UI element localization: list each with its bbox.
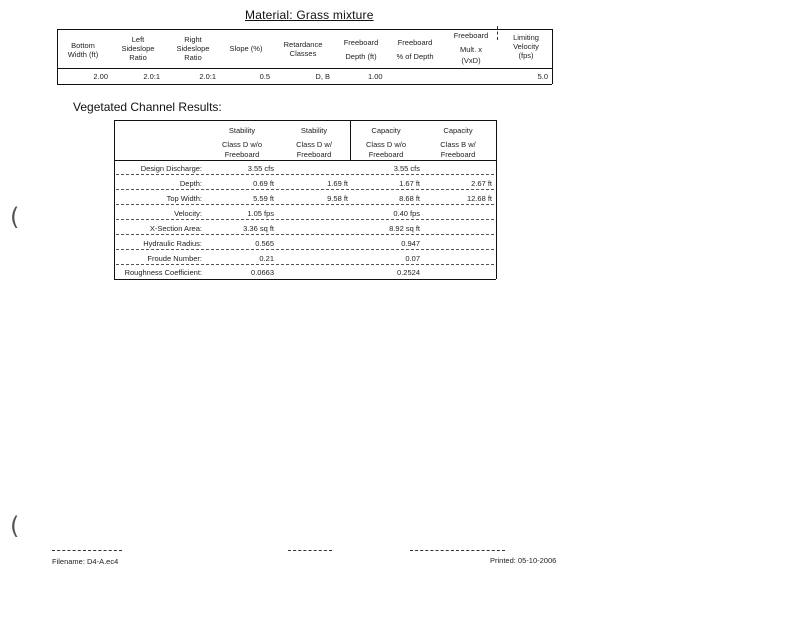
results-row-label: Top Width: (166, 194, 202, 203)
results-row-label: Froude Number: (147, 254, 202, 263)
row-divider (116, 249, 494, 250)
header-freeboard-depth: Freeboard Depth (ft) (343, 38, 379, 61)
results-col1-header: Stability Class D w/o Freeboard (221, 126, 262, 159)
results-cell: 0.2524 (397, 268, 420, 277)
results-cell: 3.55 cfs (393, 164, 420, 173)
header-left-sideslope: Left Sideslope Ratio (121, 35, 155, 62)
results-cell: 0.07 (405, 254, 420, 263)
footer-printed-date: Printed: 05-10-2006 (490, 556, 557, 565)
results-table-top-rule (114, 120, 496, 121)
hole-punch-mark: ( (10, 512, 20, 540)
header-freeboard-pct: Freeboard % of Depth (396, 38, 434, 61)
results-cell: 5.59 ft (253, 194, 274, 203)
results-cell: 3.36 sq ft (243, 224, 274, 233)
header-slope: Slope (%) (229, 44, 263, 53)
results-table-bottom-rule (114, 279, 496, 280)
footer-filename: Filename: D4-A.ec4 (52, 557, 119, 566)
value-limiting-velocity: 5.0 (537, 72, 548, 81)
value-bottom-width: 2.00 (93, 72, 108, 81)
results-cell: 8.68 ft (399, 194, 420, 203)
results-cell: 0.0663 (251, 268, 274, 277)
results-cell: 1.69 ft (327, 179, 348, 188)
header-right-sideslope: Right Sideslope Ratio (176, 35, 210, 62)
footer-rule (288, 550, 332, 551)
value-left-sideslope: 2.0:1 (143, 72, 160, 81)
header-freeboard-mult: Freeboard Mult. x (VxD) (453, 31, 489, 65)
results-col2-header: Stability Class D w/ Freeboard (296, 126, 332, 159)
results-table-right-rule (496, 120, 497, 279)
hole-punch-mark: ( (10, 203, 20, 231)
results-cell: 0.947 (401, 239, 420, 248)
material-title: Material: Grass mixture (245, 8, 374, 22)
results-cell: 0.40 fps (393, 209, 420, 218)
header-limiting-velocity: Limiting Velocity (fps) (513, 33, 539, 60)
results-cell: 3.55 cfs (247, 164, 274, 173)
row-divider (116, 234, 494, 235)
row-divider (116, 204, 494, 205)
value-retardance: D, B (315, 72, 330, 81)
material-table-bottom-rule (57, 84, 552, 85)
results-row-label: Design Discharge: (140, 164, 202, 173)
footer-rule (52, 550, 122, 551)
row-divider (116, 264, 494, 265)
row-divider (116, 219, 494, 220)
material-table-left-rule (57, 29, 58, 84)
value-freeboard-depth: 1.00 (368, 72, 383, 81)
results-cell: 12.68 ft (466, 194, 492, 203)
row-divider (116, 189, 494, 190)
results-cell: 0.21 (259, 254, 274, 263)
results-row-label: Depth: (179, 179, 202, 188)
results-cell: 1.05 fps (247, 209, 274, 218)
results-cell: 9.58 ft (327, 194, 348, 203)
material-table-right-rule (552, 29, 553, 84)
header-retardance: Retardance Classes (283, 40, 323, 58)
value-right-sideslope: 2.0:1 (199, 72, 216, 81)
results-row-label: X-Section Area: (149, 224, 202, 233)
results-row-label: Velocity: (174, 209, 202, 218)
results-table-mid-rule (350, 120, 351, 160)
results-table-header-rule (114, 160, 496, 161)
results-col4-header: Capacity Class B w/ Freeboard (440, 126, 476, 159)
row-divider (116, 174, 494, 175)
material-table-header-rule (57, 68, 552, 69)
results-row-label: Roughness Coefficient: (124, 268, 202, 277)
header-bottom-width: Bottom Width (ft) (67, 41, 99, 59)
results-cell: 2.67 ft (471, 179, 492, 188)
results-cell: 0.69 ft (253, 179, 274, 188)
results-cell: 0.565 (255, 239, 274, 248)
footer-rule (410, 550, 505, 551)
results-col3-header: Capacity Class D w/o Freeboard (365, 126, 406, 159)
results-row-label: Hydraulic Radius: (143, 239, 202, 248)
results-cell: 8.92 sq ft (389, 224, 420, 233)
material-table-dash-mark (497, 26, 498, 40)
results-cell: 1.67 ft (399, 179, 420, 188)
value-slope: 0.5 (259, 72, 270, 81)
vegetated-results-title: Vegetated Channel Results: (73, 100, 222, 114)
